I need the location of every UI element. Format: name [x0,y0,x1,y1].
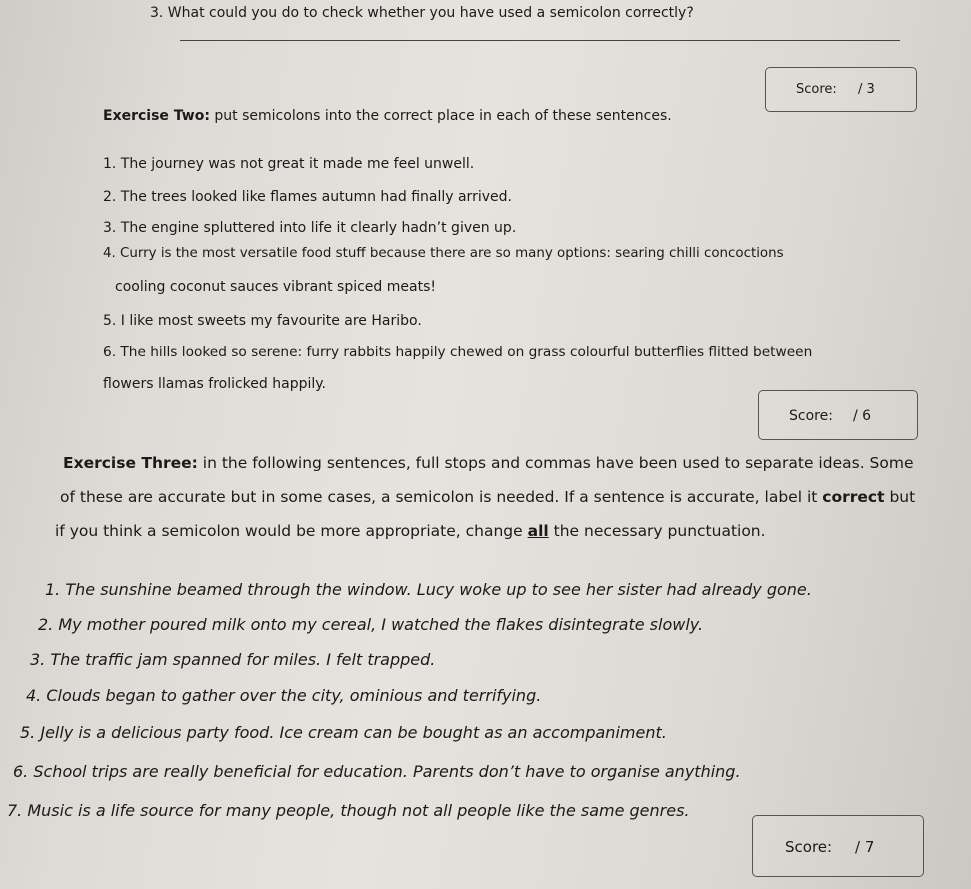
question-3: 3. What could you do to check whether you have used a semicolon correctly? [150,5,694,21]
exercise-two-item: 2. The trees looked like flames autumn had finally arrived. [103,189,512,205]
score-value: / 6 [853,408,872,424]
exercise-three-line-2 [60,488,915,506]
exercise-three-line-3-end: the necessary punctuation. [548,522,766,540]
exercise-three-line-1: in the following sentences, full stops and commas have been used to separate ideas. Some [197,454,914,472]
exercise-three-item: 5. Jelly is a delicious party food. Ice cream can be bought as an accompaniment. [20,723,667,742]
exercise-three-line-3 [55,522,766,540]
correct-emphasis: correct [822,488,885,506]
exercise-two-item-continuation: flowers llamas frolicked happily. [103,376,326,392]
answer-line [180,40,900,41]
exercise-three-label: Exercise Three: [63,454,198,472]
exercise-two-item: 4. Curry is the most versatile food stuff because there are so many options: searing chilli concoctions [103,246,784,261]
exercise-three-heading [63,454,914,472]
exercise-three-line-2-end: but [884,488,916,506]
exercise-two-label: Exercise Two: [103,108,210,124]
exercise-three-item: 2. My mother poured milk onto my cereal, I watched the flakes disintegrate slowly. [38,615,704,634]
exercise-two-heading [103,108,672,124]
score-box-exercise-two [765,67,917,112]
exercise-three-item: 1. The sunshine beamed through the window. Lucy woke up to see her sister had already gone. [45,580,812,599]
exercise-three-item: 7. Music is a life source for many people, though not all people like the same genres. [7,801,690,820]
exercise-three-item: 6. School trips are really beneficial for education. Parents don’t have to organise anything. [13,762,741,781]
exercise-two-item: 6. The hills looked so serene: furry rabbits happily chewed on grass colourful butterflies flitted between [103,344,813,360]
exercise-three-line-2-text: of these are accurate but in some cases, a semicolon is needed. If a sentence is accurate, label it [60,488,823,506]
all-emphasis: all [527,522,549,540]
score-label: Score: [789,408,833,424]
exercise-two-instructions: put semicolons into the correct place in each of these sentences. [209,108,672,124]
exercise-two-item: 5. I like most sweets my favourite are Haribo. [103,313,422,329]
score-label: Score: [785,838,833,856]
exercise-three-item: 3. The traffic jam spanned for miles. I felt trapped. [30,650,436,669]
score-box-exercise-two-b [758,390,918,440]
score-label: Score: [796,82,837,97]
exercise-two-item: 3. The engine spluttered into life it clearly hadn’t given up. [103,220,517,236]
score-box-exercise-three [752,815,924,877]
exercise-three-line-3-text: if you think a semicolon would be more appropriate, change [55,522,528,540]
score-value: / 3 [858,82,875,97]
exercise-two-item-continuation: cooling coconut sauces vibrant spiced meats! [115,279,436,295]
exercise-two-item: 1. The journey was not great it made me feel unwell. [103,156,475,172]
exercise-three-item: 4. Clouds began to gather over the city, ominious and terrifying. [26,686,542,705]
score-value: / 7 [855,838,875,856]
